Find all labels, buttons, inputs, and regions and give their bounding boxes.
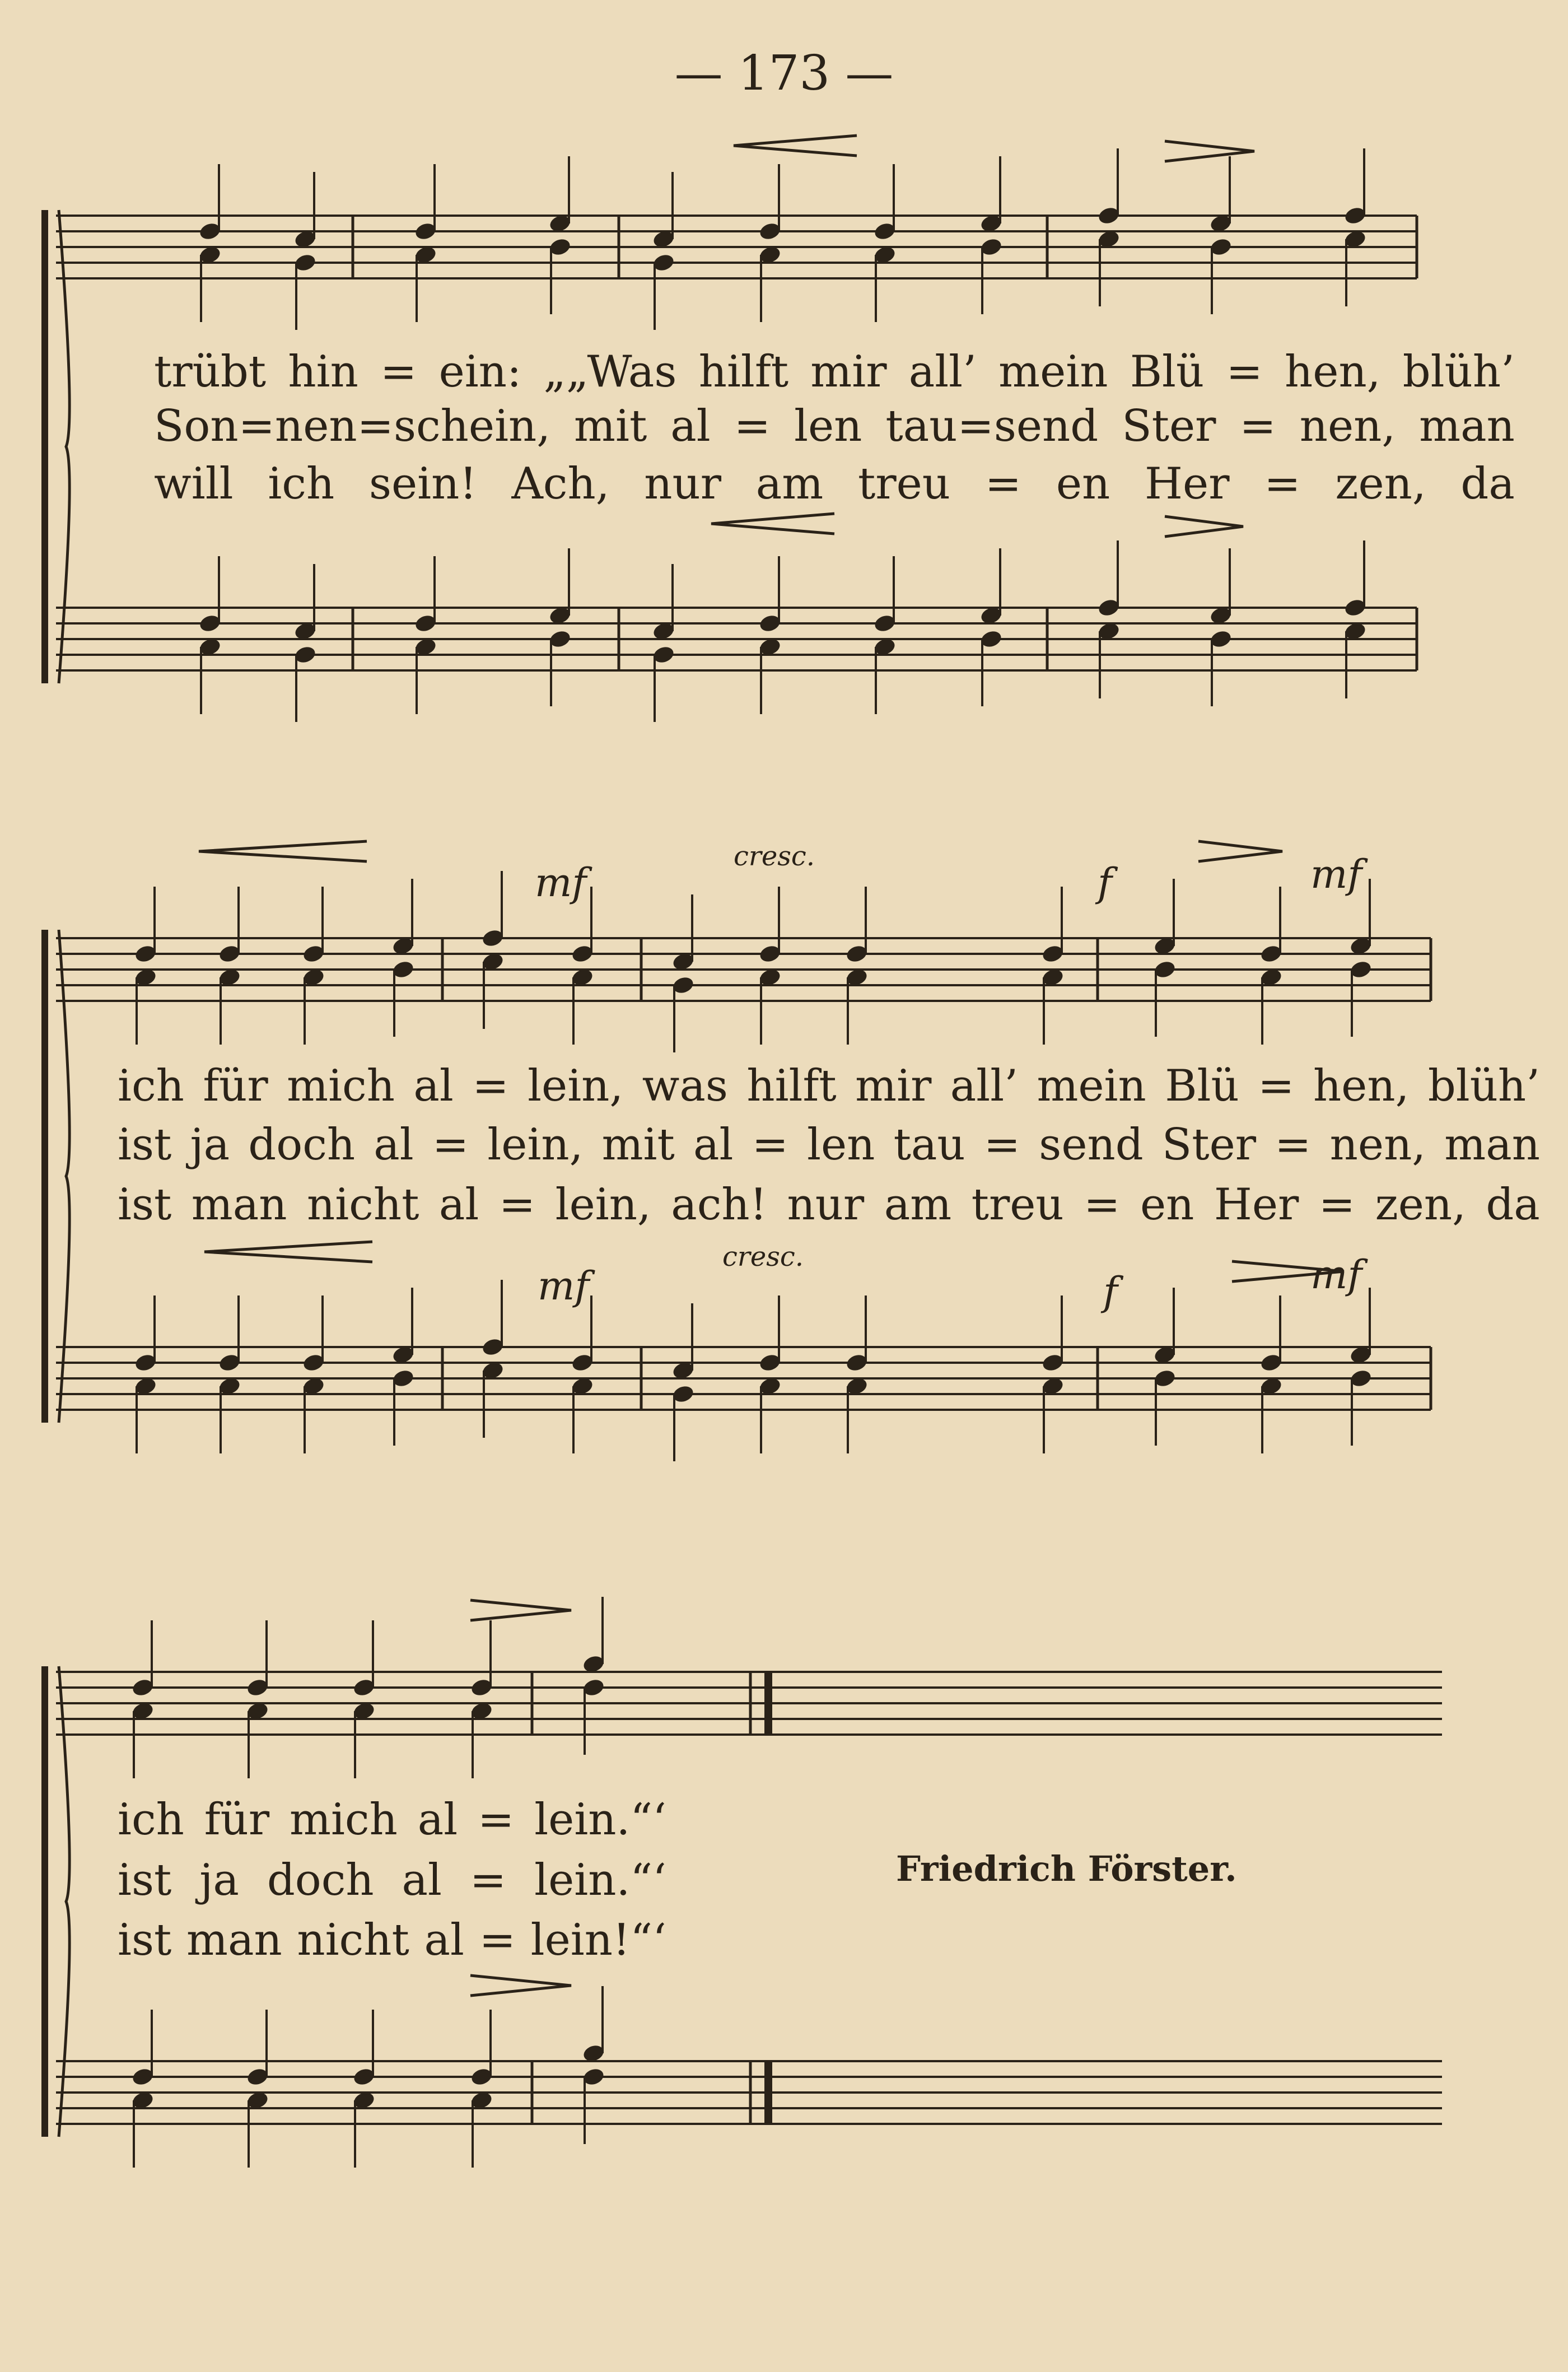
lyric-syllable: ach! <box>671 1180 767 1230</box>
lyric-syllable: = <box>983 1120 1021 1170</box>
lyric-syllable: hilft <box>698 347 789 397</box>
lyric-syllable: ist <box>118 1855 172 1905</box>
lyric-syllable: al <box>424 1915 464 1965</box>
lyric-line <box>118 1180 1540 1230</box>
lyric-syllable: ist <box>118 1120 172 1170</box>
lyric-syllable: Her <box>1214 1180 1299 1230</box>
crescendo-hairpin <box>204 1242 372 1262</box>
dynamic-mf-3: mf <box>538 1263 590 1309</box>
lyric-syllable: al <box>417 1795 458 1845</box>
crescendo-hairpin <box>734 136 857 156</box>
lyric-syllable: da <box>1460 459 1515 509</box>
lyric-syllable: al <box>693 1120 734 1170</box>
page-number: — 173 — <box>674 45 894 101</box>
lyric-syllable: treu <box>971 1180 1064 1230</box>
lyric-line <box>118 1855 666 1905</box>
author-credit: Friedrich Förster. <box>896 1848 1237 1889</box>
decrescendo-hairpin <box>1198 841 1282 861</box>
lyric-syllable: sein! <box>368 459 477 509</box>
dynamic-f-1: f <box>1098 860 1112 906</box>
lyric-line <box>154 459 1515 509</box>
lyric-syllable: all’ <box>908 347 977 397</box>
lyric-syllable: ist <box>118 1180 172 1230</box>
lyric-line <box>118 1120 1540 1170</box>
lyric-syllable: Her <box>1145 459 1230 509</box>
lyric-syllable: = <box>752 1120 788 1170</box>
lyric-syllable: = <box>380 347 417 397</box>
lyric-syllable: am <box>755 459 824 509</box>
cresc-mark-2: cresc. <box>722 1241 804 1273</box>
lyric-syllable: = <box>432 1120 469 1170</box>
lyric-syllable: = <box>498 1180 536 1230</box>
dynamic-mf-1: mf <box>535 860 587 906</box>
decrescendo-hairpin <box>1165 516 1243 537</box>
lyric-syllable: mein <box>1037 1061 1146 1111</box>
lyric-syllable: hen, <box>1313 1061 1410 1111</box>
lyric-syllable: Blü <box>1165 1061 1239 1111</box>
lyric-syllable: hin <box>288 347 358 397</box>
lyric-line <box>118 1061 1540 1111</box>
lyric-syllable: = <box>1318 1180 1356 1230</box>
lyric-syllable: will <box>154 459 234 509</box>
lyric-syllable: doch <box>267 1855 374 1905</box>
lyric-syllable: lein, <box>555 1180 651 1230</box>
lyric-syllable: al <box>438 1180 479 1230</box>
lyric-syllable: lein, <box>487 1120 584 1170</box>
lyric-syllable: lein!“‘ <box>530 1915 666 1965</box>
lyric-syllable: nur <box>644 459 722 509</box>
lyric-syllable: nicht <box>297 1915 409 1965</box>
lyric-line <box>154 401 1515 451</box>
lyric-syllable: für <box>203 1061 268 1111</box>
lyric-syllable: man <box>1419 401 1515 451</box>
lyric-syllable: ein: <box>438 347 522 397</box>
lyric-syllable: nen, <box>1329 1120 1426 1170</box>
lyric-syllable: treu <box>857 459 951 509</box>
lyric-syllable: da <box>1486 1180 1540 1230</box>
lyric-syllable: len <box>807 1120 875 1170</box>
lyric-syllable: = <box>1239 401 1276 451</box>
lyric-syllable: = <box>472 1061 509 1111</box>
lyric-syllable: zen, <box>1375 1180 1466 1230</box>
lyric-syllable: ja <box>190 1120 230 1170</box>
lyric-syllable: trübt <box>154 347 267 397</box>
crescendo-hairpin <box>711 514 834 534</box>
lyric-syllable: Blü <box>1130 347 1205 397</box>
lyric-syllable: mit <box>601 1120 675 1170</box>
lyric-syllable: ich <box>118 1795 184 1845</box>
lyric-syllable: nen, <box>1299 401 1396 451</box>
lyric-syllable: blüh’ <box>1402 347 1515 397</box>
lyric-syllable: Ach, <box>511 459 610 509</box>
system-brace <box>59 930 69 1423</box>
lyric-syllable: mich <box>287 1061 395 1111</box>
lyric-syllable: zen, <box>1335 459 1426 509</box>
lyric-syllable: = <box>1264 459 1301 509</box>
lyric-syllable: Ster <box>1161 1120 1257 1170</box>
lyric-syllable: für <box>204 1795 270 1845</box>
lyric-syllable: lein.“‘ <box>534 1855 666 1905</box>
lyric-syllable: Ster <box>1122 401 1216 451</box>
lyric-syllable: man <box>186 1915 282 1965</box>
lyric-syllable: nicht <box>306 1180 419 1230</box>
lyric-syllable: man <box>191 1180 287 1230</box>
lyric-syllable: hilft <box>746 1061 837 1111</box>
lyric-syllable: Son=nen=schein, <box>154 401 551 451</box>
lyric-syllable: all’ <box>950 1061 1018 1111</box>
lyric-syllable: = <box>1258 1061 1295 1111</box>
lyric-line <box>118 1915 666 1965</box>
lyric-syllable: = <box>469 1855 507 1905</box>
lyric-syllable: len <box>794 401 862 451</box>
lyric-syllable: en <box>1140 1180 1194 1230</box>
dynamic-f-2: f <box>1103 1269 1118 1315</box>
lyric-syllable: ich <box>268 459 335 509</box>
lyric-syllable: al <box>413 1061 454 1111</box>
lyric-syllable: = <box>734 401 771 451</box>
lyric-syllable: mich <box>289 1795 398 1845</box>
lyric-syllable: „„Was <box>543 347 677 397</box>
lyric-syllable: blüh’ <box>1427 1061 1540 1111</box>
decrescendo-hairpin <box>1165 141 1254 161</box>
crescendo-hairpin <box>199 841 367 861</box>
lyric-syllable: tau=send <box>885 401 1099 451</box>
decrescendo-hairpin <box>470 1600 571 1620</box>
lyric-syllable: en <box>1056 459 1110 509</box>
lyric-syllable: hen, <box>1285 347 1381 397</box>
lyric-syllable: al <box>670 401 711 451</box>
dynamic-mf-2: mf <box>1310 851 1362 897</box>
lyric-syllable: = <box>478 1795 515 1845</box>
lyric-syllable: mein <box>998 347 1108 397</box>
cresc-mark-1: cresc. <box>734 841 815 872</box>
lyric-line <box>154 347 1515 397</box>
system-brace <box>59 1666 69 2137</box>
lyric-syllable: = <box>1226 347 1263 397</box>
lyric-syllable: al <box>374 1120 414 1170</box>
lyric-syllable: lein, <box>528 1061 624 1111</box>
lyric-syllable: ist <box>118 1915 172 1965</box>
lyric-syllable: = <box>984 459 1022 509</box>
lyric-syllable: am <box>884 1180 952 1230</box>
lyric-syllable: doch <box>248 1120 356 1170</box>
lyric-syllable: was <box>642 1061 728 1111</box>
lyric-syllable: = <box>1084 1180 1121 1230</box>
lyric-syllable: mir <box>855 1061 932 1111</box>
dynamic-mf-4: mf <box>1310 1252 1362 1298</box>
lyric-syllable: tau <box>893 1120 965 1170</box>
lyric-syllable: ich <box>118 1061 184 1111</box>
lyric-syllable: mit <box>574 401 647 451</box>
system-brace <box>59 210 69 683</box>
decrescendo-hairpin <box>470 1975 571 1996</box>
lyric-syllable: al <box>402 1855 442 1905</box>
lyric-line <box>118 1795 666 1845</box>
lyric-syllable: send <box>1039 1120 1144 1170</box>
lyric-syllable: mir <box>810 347 887 397</box>
lyric-syllable: = <box>1275 1120 1312 1170</box>
lyric-syllable: = <box>479 1915 516 1965</box>
lyric-syllable: ja <box>199 1855 239 1905</box>
lyric-syllable: nur <box>787 1180 865 1230</box>
lyric-syllable: man <box>1444 1120 1540 1170</box>
lyric-syllable: lein.“‘ <box>534 1795 666 1845</box>
